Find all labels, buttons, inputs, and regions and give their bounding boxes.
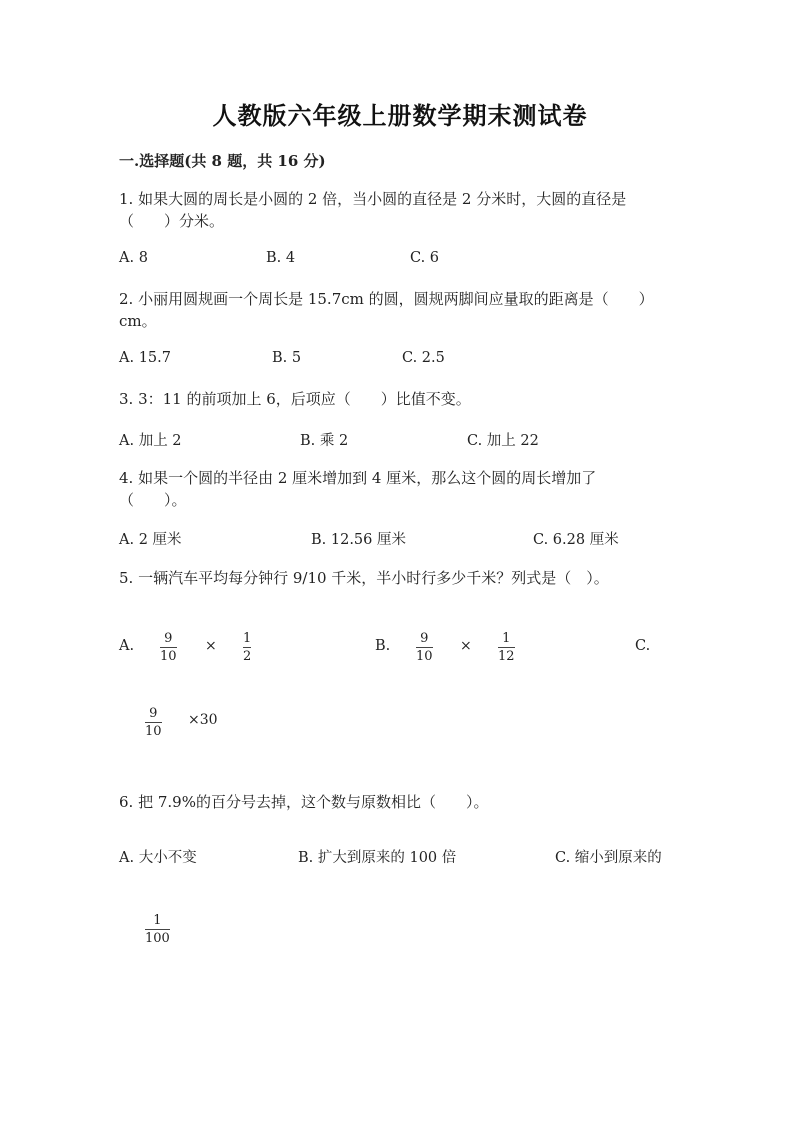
question-2-option-a[interactable]: A. 15.7 [119,350,171,366]
fraction-numerator: 1 [153,913,162,928]
question-5-option-a-operator: × [205,638,217,654]
fraction-bar [145,722,162,723]
fraction-denominator: 10 [145,724,162,739]
question-6-option-b[interactable]: B. 扩大到原来的 100 倍 [298,850,457,866]
question-3-option-b[interactable]: B. 乘 2 [300,433,349,449]
question-2-text: 2. 小丽用圆规画一个周长是 15.7cm 的圆，圆规两脚间应量取的距离是（ ） [119,290,654,308]
fraction-denominator: 12 [498,649,515,664]
fraction-bar [498,647,515,648]
question-6-option-a[interactable]: A. 大小不变 [119,850,197,866]
fraction-numerator: 1 [243,631,252,646]
question-1-option-c[interactable]: C. 6 [410,250,440,266]
question-2-text-cont: cm。 [119,312,157,330]
question-2-option-c[interactable]: C. 2.5 [402,350,445,366]
question-3-text: 3. 3：11 的前项加上 6，后项应（ ）比值不变。 [119,390,471,408]
question-4-option-c[interactable]: C. 6.28 厘米 [533,532,619,548]
question-5-option-b[interactable]: B. [375,638,391,654]
question-5-text: 5. 一辆汽车平均每分钟行 9/10 千米，半小时行多少千米？列式是（ ）。 [119,569,609,587]
question-5-option-c[interactable]: C. [635,638,651,654]
question-1-text: 1. 如果大圆的周长是小圆的 2 倍，当小圆的直径是 2 分米时，大圆的直径是 [119,190,627,208]
question-2-option-b[interactable]: B. 5 [272,350,302,366]
question-5-option-c-fraction [145,706,162,739]
fraction-numerator: 9 [149,706,158,721]
question-1-option-a[interactable]: A. 8 [119,250,148,266]
question-6-text: 6. 把 7.9%的百分号去掉，这个数与原数相比（ ）。 [119,793,489,811]
question-5-option-b-fraction-2 [498,631,515,664]
question-5-option-b-fraction-1 [416,631,433,664]
question-5-option-a[interactable]: A. [119,638,135,654]
question-1-text-cont: （ ）分米。 [119,212,225,230]
question-3-option-a[interactable]: A. 加上 2 [119,433,182,449]
fraction-numerator: 1 [502,631,511,646]
question-5-option-b-operator: × [460,638,472,654]
question-4-option-b[interactable]: B. 12.56 厘米 [311,532,406,548]
fraction-bar [243,647,251,648]
fraction-denominator: 10 [160,649,177,664]
fraction-numerator: 9 [420,631,429,646]
question-4-text: 4. 如果一个圆的半径由 2 厘米增加到 4 厘米，那么这个圆的周长增加了 [119,469,597,487]
fraction-numerator: 9 [164,631,173,646]
question-6-option-c-fraction [145,913,170,946]
question-6-option-c[interactable]: C. 缩小到原来的 [555,850,662,866]
fraction-denominator: 100 [145,931,170,946]
question-4-text-cont: （ ）。 [119,491,187,509]
question-1-option-b[interactable]: B. 4 [266,250,296,266]
page-title: 人教版六年级上册数学期末测试卷 [212,101,588,130]
question-5-option-a-fraction-1 [160,631,177,664]
fraction-bar [416,647,433,648]
fraction-denominator: 10 [416,649,433,664]
question-5-option-a-fraction-2 [243,631,251,664]
section-heading: 一.选择题(共 8 题，共 16 分) [119,152,326,170]
question-3-option-c[interactable]: C. 加上 22 [467,433,539,449]
fraction-bar [160,647,177,648]
fraction-denominator: 2 [243,649,252,664]
question-5-option-c-tail: ×30 [188,712,218,728]
question-4-option-a[interactable]: A. 2 厘米 [119,532,182,548]
fraction-bar [145,929,170,930]
